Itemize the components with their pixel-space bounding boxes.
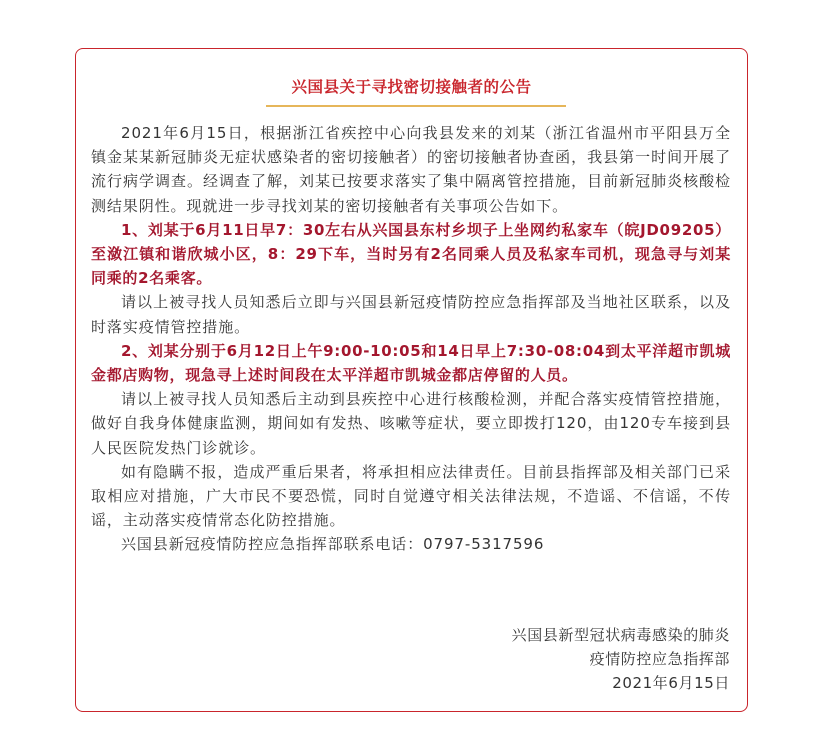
signature-line-2: 疫情防控应急指挥部 [589,650,730,668]
signature-line-1: 兴国县新型冠状病毒感染的肺炎 [511,626,730,644]
intro-paragraph: 2021年6月15日，根据浙江省疾控中心向我县发来的刘某（浙江省温州市平阳县万全镇金某某新冠肺炎无症状感染者的密切接触者）的密切接触者协查函，我县第一时间开展了流行病学调查。经调查了解，刘某已按要求落实了集中隔离管控措施，目前新冠肺炎核酸检测结果阴性。现就进一步寻找刘某的密切接触者有关事项公告如下。 [91,124,731,215]
item-1-paragraph: 1、刘某于6月11日早7：30左右从兴国县东村乡坝子上坐网约私家车（皖JD09205）至潋江镇和谐欣城小区，8：29下车，当时另有2名同乘人员及私家车司机，现急寻与刘某同乘的2名乘客。 [91,220,731,288]
signature-date: 2021年6月15日 [612,674,730,692]
item-2-paragraph: 2、刘某分别于6月12日上午9:00-10:05和14日早上7:30-08:04到太平洋超市凯城金都店购物，现急寻上述时间段在太平洋超市凯城金都店停留的人员。 [91,341,731,385]
item-1-instruction: 请以上被寻找人员知悉后立即与兴国县新冠疫情防控应急指挥部及当地社区联系，以及时落实疫情管控措施。 [91,293,731,336]
item-2-instruction: 请以上被寻找人员知悉后主动到县疾控中心进行核酸检测，并配合落实疫情管控措施，做好自我身体健康监测，期间如有发热、咳嗽等症状，要立即拨打120，由120专车接到县人民医院发热门诊就诊。 [91,390,731,457]
notice-frame [75,48,748,712]
notice-title: 兴国县关于寻找密切接触者的公告 [291,78,532,96]
signature-block [512,623,730,695]
contact-paragraph: 兴国县新冠疫情防控应急指挥部联系电话：0797-5317596 [121,535,545,554]
title-underline [266,105,566,107]
notice-body [91,121,731,557]
warning-paragraph: 如有隐瞒不报，造成严重后果者，将承担相应法律责任。目前县指挥部及相关部门已采取相应对措施，广大市民不要恐慌，同时自觉遵守相关法律法规，不造谣、不信谣，不传谣，主动落实疫情常态化防控措施。 [91,462,731,530]
